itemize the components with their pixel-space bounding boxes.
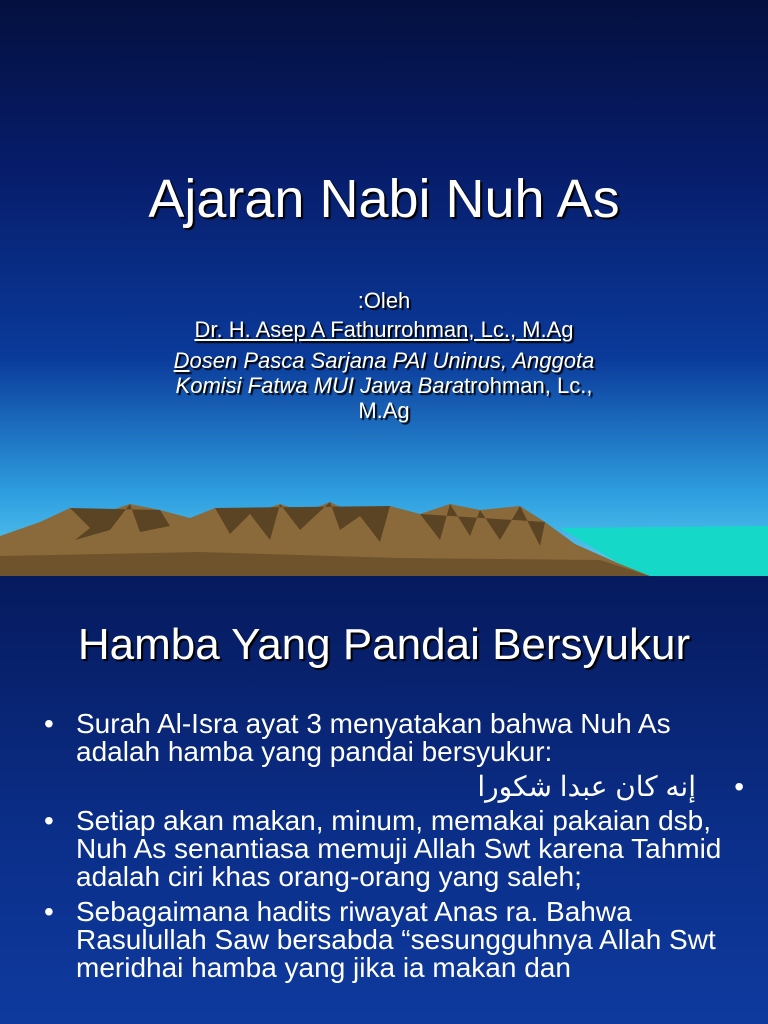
- bullet-text: Surah Al-Isra ayat 3 menyatakan bahwa Nuh As adalah hamba yang pandai bersyukur:: [76, 708, 671, 767]
- bullet-text: Setiap akan makan, minum, memakai pakaian dsb, Nuh As senantiasa memuji Allah Swt karena Tahmid adalah ciri khas orang-orang yang saleh;: [76, 805, 722, 892]
- affiliation-line-1: [100, 348, 668, 373]
- oleh-label: :Oleh: [357, 288, 411, 313]
- bullet-icon: •: [44, 896, 54, 927]
- affiliation-initial: D: [173, 348, 190, 373]
- bullet-icon: •: [44, 708, 54, 739]
- affiliation-text-1: osen Pasca Sarjana PAI Uninus, Anggota: [189, 348, 595, 373]
- arabic-verse-text: إنه كان عبدا شكورا: [477, 771, 696, 802]
- bullet-text: Sebagaimana hadits riwayat Anas ra. Bahwa Rasulullah Saw bersabda “sesungguhnya Allah Swt meridhai hamba yang jika ia makan dan: [76, 896, 716, 983]
- content-slide: [0, 576, 768, 1024]
- affiliation-text-2: Komisi Fatwa MUI Jawa Bara: [175, 373, 465, 398]
- bullet-list: [44, 710, 744, 989]
- list-item: [44, 807, 744, 891]
- bullet-icon: •: [44, 805, 54, 836]
- list-item-arabic: [44, 773, 744, 801]
- author-name: Dr. H. Asep A Fathurrohman, Lc., M.Ag: [194, 317, 574, 342]
- list-item: [44, 710, 744, 766]
- mountain-landscape-illustration: [0, 500, 768, 576]
- affiliation-line-2: [100, 373, 668, 398]
- affiliation-text-2-rest: trohman, Lc.,: [464, 373, 593, 398]
- slide-title: Ajaran Nabi Nuh As: [148, 169, 620, 229]
- slide-title: Hamba Yang Pandai Bersyukur: [77, 620, 691, 669]
- slide-subtitle: [100, 288, 668, 423]
- affiliation-line-3: M.Ag: [358, 398, 410, 423]
- bullet-icon: •: [734, 771, 744, 802]
- list-item: [44, 898, 744, 982]
